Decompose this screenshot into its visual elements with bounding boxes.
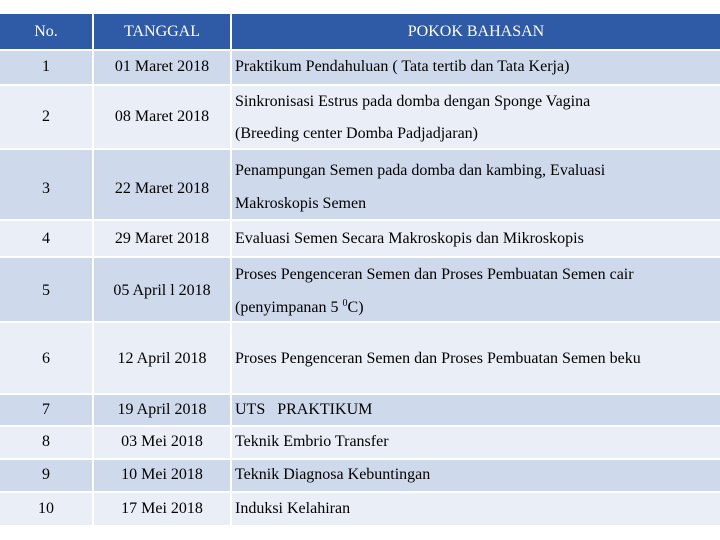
row-number: 9 — [42, 466, 50, 483]
cell-no — [0, 258, 92, 321]
row-date: 17 Mei 2018 — [121, 500, 203, 517]
row-topic-line2 — [235, 299, 364, 317]
table-row — [0, 493, 720, 525]
row-date: 10 Mei 2018 — [121, 466, 203, 483]
cell-no — [0, 460, 92, 491]
row-topic: Evaluasi Semen Secara Makroskopis dan Mikroskopis — [235, 230, 584, 247]
row-date: 12 April 2018 — [117, 350, 207, 367]
cell-pokok — [232, 258, 720, 321]
header-tanggal-label: TANGGAL — [123, 23, 201, 40]
cell-pokok — [232, 221, 720, 256]
cell-no — [0, 427, 92, 458]
cell-tanggal — [94, 258, 230, 321]
cell-no — [0, 86, 92, 148]
row-topic: Induksi Kelahiran — [235, 500, 351, 517]
cell-tanggal — [94, 150, 230, 219]
table-row — [0, 221, 720, 256]
cell-no — [0, 51, 92, 84]
cell-no — [0, 323, 92, 393]
cell-tanggal — [94, 460, 230, 491]
table-row — [0, 395, 720, 425]
row-date: 19 April 2018 — [117, 401, 207, 418]
header-cell-pokok — [232, 14, 720, 49]
row-topic-line2: (Breeding center Domba Padjadjaran) — [235, 125, 479, 142]
row-topic: Praktikum Pendahuluan ( Tata tertib dan Tata Kerja) — [235, 58, 570, 75]
degree-superscript: 0 — [342, 298, 348, 309]
table-row — [0, 258, 720, 321]
row-topic: Sinkronisasi Estrus pada domba dengan Sponge Vagina — [235, 93, 591, 110]
cell-pokok — [232, 427, 720, 458]
table-row — [0, 86, 720, 148]
row-number: 5 — [42, 282, 50, 299]
row-date: 29 Maret 2018 — [114, 230, 210, 247]
row-date: 03 Mei 2018 — [121, 433, 203, 450]
row-number: 8 — [42, 433, 50, 450]
cell-no — [0, 221, 92, 256]
row-number: 4 — [42, 230, 50, 247]
cell-tanggal — [94, 395, 230, 425]
header-pokok-label: POKOK BAHASAN — [407, 23, 545, 40]
table-row — [0, 427, 720, 458]
cell-no — [0, 150, 92, 219]
storage-temp-suffix: C) — [347, 299, 364, 316]
row-number: 3 — [42, 180, 50, 197]
row-topic: UTS PRAKTIKUM — [235, 401, 373, 418]
row-date: 08 Maret 2018 — [114, 108, 210, 125]
row-topic: Penampungan Semen pada domba dan kambing, Evaluasi — [235, 162, 606, 179]
cell-pokok — [232, 86, 720, 148]
row-topic: Proses Pengenceran Semen dan Proses Pembuatan Semen beku — [235, 350, 641, 367]
cell-pokok — [232, 395, 720, 425]
row-topic-line2: Makroskopis Semen — [235, 195, 367, 212]
row-date: 05 April l 2018 — [113, 282, 211, 299]
row-number: 10 — [38, 500, 54, 517]
cell-tanggal — [94, 221, 230, 256]
storage-temp-prefix: (penyimpanan 5 — [235, 299, 343, 316]
row-topic: Teknik Diagnosa Kebuntingan — [235, 466, 431, 483]
row-number: 2 — [42, 108, 50, 125]
header-no-label: No. — [34, 23, 58, 40]
row-topic: Proses Pengenceran Semen dan Proses Pembuatan Semen cair — [235, 266, 634, 283]
row-date: 01 Maret 2018 — [114, 58, 210, 75]
row-topic: Teknik Embrio Transfer — [235, 433, 389, 450]
table-header — [0, 14, 720, 49]
cell-tanggal — [94, 86, 230, 148]
cell-pokok — [232, 460, 720, 491]
table-row — [0, 460, 720, 491]
table-row — [0, 323, 720, 393]
cell-tanggal — [94, 323, 230, 393]
header-cell-no — [0, 14, 92, 49]
row-number: 6 — [42, 350, 50, 367]
cell-tanggal — [94, 51, 230, 84]
cell-tanggal — [94, 493, 230, 525]
cell-tanggal — [94, 427, 230, 458]
cell-no — [0, 395, 92, 425]
row-number: 1 — [42, 58, 50, 75]
header-cell-tanggal — [94, 14, 230, 49]
row-number: 7 — [42, 401, 50, 418]
cell-pokok — [232, 51, 720, 84]
table-row — [0, 150, 720, 219]
cell-no — [0, 493, 92, 525]
row-date: 22 Maret 2018 — [114, 180, 210, 197]
cell-pokok — [232, 323, 720, 393]
cell-pokok — [232, 493, 720, 525]
table-row — [0, 51, 720, 84]
cell-pokok — [232, 150, 720, 219]
